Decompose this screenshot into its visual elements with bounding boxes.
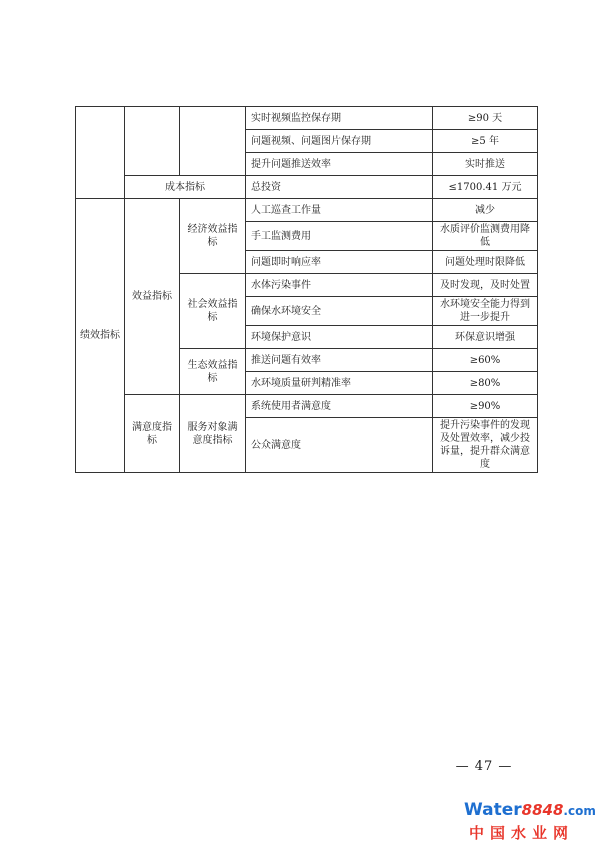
- indicator-cell: 手工监测费用: [246, 222, 433, 251]
- indicator-cell: 环境保护意识: [246, 326, 433, 349]
- watermark-brand: [464, 800, 596, 820]
- watermark-logo: [464, 800, 594, 844]
- indicator-cell: 问题视频、问题图片保存期: [246, 130, 433, 153]
- value-cell: 水环境安全能力得到进一步提升: [433, 297, 538, 326]
- watermark-brand-number: 8848: [521, 801, 564, 819]
- value-cell: ≥60%: [433, 349, 538, 372]
- level2-cell: 成本指标: [125, 176, 246, 199]
- value-cell: 提升污染事件的发现及处置效率，减少投诉量，提升群众满意度: [433, 418, 538, 473]
- value-cell: ≤1700.41 万元: [433, 176, 538, 199]
- level3-cell: [180, 107, 246, 176]
- watermark-brand-word: Water: [464, 800, 522, 820]
- value-cell: 水质评价监测费用降低: [433, 222, 538, 251]
- indicator-cell: 水环境质量研判精准率: [246, 372, 433, 395]
- indicator-cell: 提升问题推送效率: [246, 153, 433, 176]
- indicator-cell: 系统使用者满意度: [246, 395, 433, 418]
- value-cell: 实时推送: [433, 153, 538, 176]
- value-cell: 减少: [433, 199, 538, 222]
- performance-indicator-table: [75, 106, 538, 473]
- watermark-brand-domain: .com: [563, 804, 596, 818]
- indicator-cell: 公众满意度: [246, 418, 433, 473]
- table-row: [76, 395, 538, 418]
- level2-cell: 效益指标: [125, 199, 180, 395]
- watermark-cn-name: 中国水业网: [469, 824, 575, 842]
- value-cell: 问题处理时限降低: [433, 251, 538, 274]
- level3-cell: 服务对象满意度指标: [180, 395, 246, 473]
- indicator-cell: 水体污染事件: [246, 274, 433, 297]
- level3-cell: 社会效益指标: [180, 274, 246, 349]
- indicator-cell: 总投资: [246, 176, 433, 199]
- level2-cell: [125, 107, 180, 176]
- level2-cell: 满意度指标: [125, 395, 180, 473]
- level3-cell: 经济效益指标: [180, 199, 246, 274]
- table-row: [76, 107, 538, 130]
- value-cell: ≥80%: [433, 372, 538, 395]
- page-number: — 47 —: [455, 759, 513, 774]
- value-cell: ≥90%: [433, 395, 538, 418]
- level1-cell: 绩效指标: [76, 199, 125, 473]
- value-cell: ≥90 天: [433, 107, 538, 130]
- value-cell: 环保意识增强: [433, 326, 538, 349]
- table-row: [76, 176, 538, 199]
- indicator-cell: 推送问题有效率: [246, 349, 433, 372]
- table-row: [76, 199, 538, 222]
- indicator-cell: 问题即时响应率: [246, 251, 433, 274]
- indicator-cell: 确保水环境安全: [246, 297, 433, 326]
- level1-cell: [76, 107, 125, 199]
- indicator-cell: 人工巡查工作量: [246, 199, 433, 222]
- value-cell: ≥5 年: [433, 130, 538, 153]
- level3-cell: 生态效益指标: [180, 349, 246, 395]
- value-cell: 及时发现，及时处置: [433, 274, 538, 297]
- indicator-cell: 实时视频监控保存期: [246, 107, 433, 130]
